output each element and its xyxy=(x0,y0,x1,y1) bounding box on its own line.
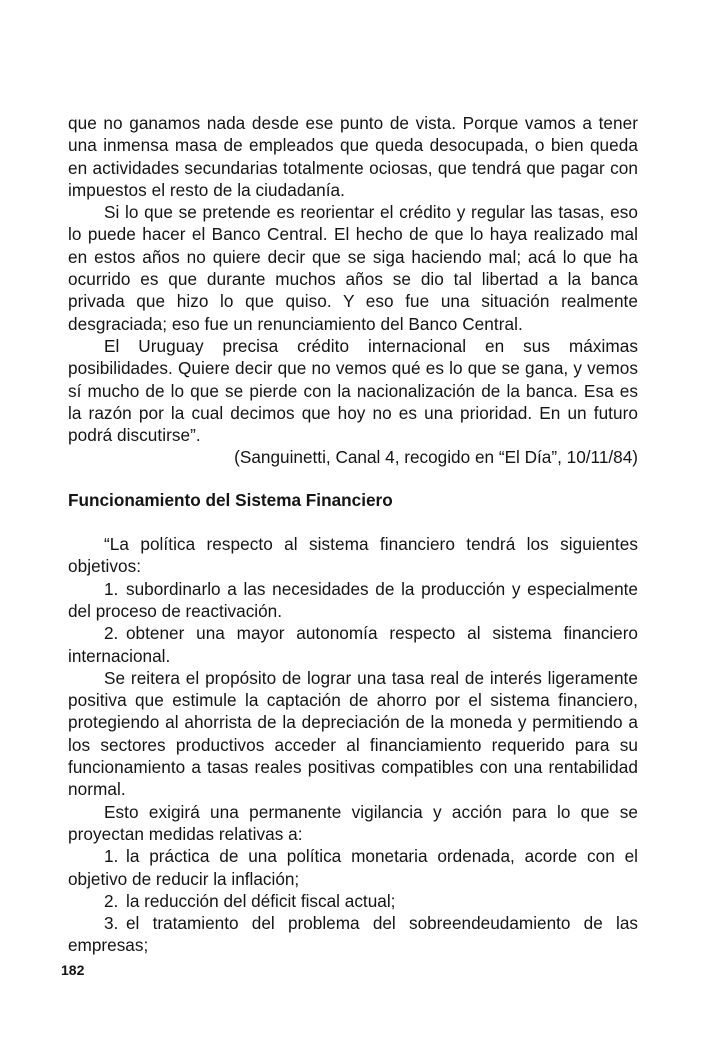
measure-number: 1. xyxy=(104,846,119,867)
section-heading: Funcionamiento del Sistema Financiero xyxy=(68,489,393,510)
paragraph-central-bank: Si lo que se pretende es reorientar el crédito y regular las tasas, eso lo puede hacer el Banco Central. El hecho de que lo haya realizado mal en estos años no quiere decir que se siga haciendo mal; acá lo que ha ocurrido es que durante muchos años se dio tal libertad a la banca privada que hizo lo que quiso. Y eso fue una situación realmente desgraciada; eso fue un renunciamiento del Banco Central. xyxy=(68,202,638,334)
measure-item-2 xyxy=(68,890,638,912)
objective-text: obtener una mayor autonomía respecto al sistema financiero internacional. xyxy=(68,623,638,666)
objective-item-2 xyxy=(68,622,638,667)
page-body xyxy=(68,112,638,957)
measure-text: la práctica de una política monetaria ordenada, acorde con el objetivo de reducir la inflación; xyxy=(68,846,638,889)
citation: (Sanguinetti, Canal 4, recogido en “El Día”, 10/11/84) xyxy=(234,447,638,468)
paragraph-international-credit: El Uruguay precisa crédito internacional en sus máximas posibilidades. Quiere decir que no vemos qué es lo que se gana, y vemos sí mucho de lo que se pierde con la nacionalización de la banca. Esa es la razón por la cual decimos que hoy no es una prioridad. En un futuro podrá discutirse”. xyxy=(68,335,638,446)
paragraph-policy-intro: “La política respecto al sistema financiero tendrá los siguientes objetivos: xyxy=(68,534,638,577)
paragraph-interest-rate: Se reitera el propósito de lograr una tasa real de interés ligeramente positiva que estimule la captación de ahorro por el sistema financiero, protegiendo al ahorrista de la depreciación de la moneda y permitiendo a los sectores productivos acceder al financiamiento requerido para su funcionamiento a tasas reales positivas compatibles con una rentabilidad normal. xyxy=(68,667,638,800)
objective-item-1 xyxy=(68,578,638,623)
measure-item-1 xyxy=(68,845,638,890)
objective-number: 1. xyxy=(104,578,119,599)
measure-text: el tratamiento del problema del sobreendeudamiento de las empresas; xyxy=(68,913,638,956)
measure-number: 3. xyxy=(104,913,119,934)
paragraph-unemployment: que no ganamos nada desde ese punto de vista. Porque vamos a tener una inmensa masa de empleados que queda desocupada, o bien queda en actividades secundarias totalmente ociosas, que tendrá que pagar con impuestos el resto de la ciudadanía. xyxy=(68,113,638,200)
measure-number: 2. xyxy=(104,890,119,911)
paragraph-measures-intro: Esto exigirá una permanente vigilancia y acción para lo que se proyectan medidas relativas a: xyxy=(68,801,638,844)
objective-text: subordinarlo a las necesidades de la producción y especialmente del proceso de reactivación. xyxy=(68,578,638,621)
page-number: 182 xyxy=(61,962,85,978)
measure-item-3 xyxy=(68,912,638,957)
measure-text: la reducción del déficit fiscal actual; xyxy=(126,890,396,911)
objective-number: 2. xyxy=(104,623,119,644)
